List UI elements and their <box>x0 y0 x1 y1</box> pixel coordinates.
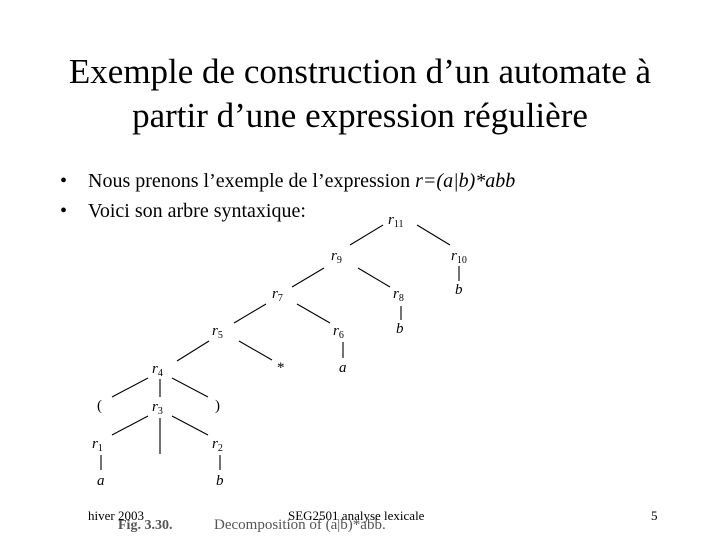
slide-title-line-2: partir d’une expression régulière <box>132 96 588 135</box>
edge-r3-r2 <box>172 416 208 435</box>
node-paren-close: ) <box>215 398 220 414</box>
figure-caption-text: Decomposition of (a|b)*abb. <box>214 517 386 533</box>
edge-r7-r6 <box>297 304 330 323</box>
edge-r5-r4 <box>177 341 209 361</box>
node-r2: $r_2$ <box>212 436 223 454</box>
node-r7: $r_7$ <box>272 286 283 304</box>
node-r6: $r_6$ <box>333 323 344 341</box>
node-r8: $r_8$ <box>393 286 404 304</box>
node-star: * <box>277 360 285 376</box>
leaf-b-r10: b <box>455 282 463 298</box>
tree-edges <box>101 225 459 470</box>
bullet-text: Voici son arbre syntaxique: <box>88 200 306 222</box>
leaf-a-r1: a <box>97 473 105 489</box>
footer-course: SEG2501 analyse lexicale <box>288 508 425 523</box>
edge-r3-r1 <box>112 416 148 435</box>
bullet-dot: • <box>60 170 68 192</box>
edge-r5-star <box>239 341 272 360</box>
leaf-b-r2: b <box>216 473 224 489</box>
edge-r4-close <box>172 378 208 397</box>
node-r9: $r_9$ <box>331 248 342 266</box>
slide-title-line-1: Exemple de construction d’un automate à <box>68 52 652 91</box>
tree-nodes <box>92 212 467 489</box>
bullet-text: Nous prenons l’exemple de l’expression <box>88 170 416 192</box>
edge-r4-open <box>112 378 148 397</box>
node-r10: $r_{10}$ <box>451 248 467 266</box>
bullet-dot: • <box>60 200 68 222</box>
edge-r11-r9 <box>350 225 383 245</box>
node-paren-open: ( <box>97 398 102 414</box>
node-r3: $r_3$ <box>152 399 163 417</box>
node-r4: $r_4$ <box>152 361 163 379</box>
node-r11: $r_{11}$ <box>388 212 404 230</box>
footer-date: hiver 2003 <box>88 508 144 523</box>
edge-r9-r8 <box>358 268 390 287</box>
edge-r9-r7 <box>292 268 324 287</box>
footer-page-number: 5 <box>651 508 658 523</box>
edge-r7-r5 <box>234 304 266 323</box>
figure-caption-label: Fig. 3.30. <box>118 518 173 533</box>
regex-expression: r=(a|b)*abb <box>415 170 516 192</box>
node-r5: $r_5$ <box>212 323 223 341</box>
edge-r11-r10 <box>417 225 450 245</box>
node-r1: $r_1$ <box>92 436 103 454</box>
leaf-b-r8: b <box>396 321 404 337</box>
leaf-a-r6: a <box>339 360 347 376</box>
